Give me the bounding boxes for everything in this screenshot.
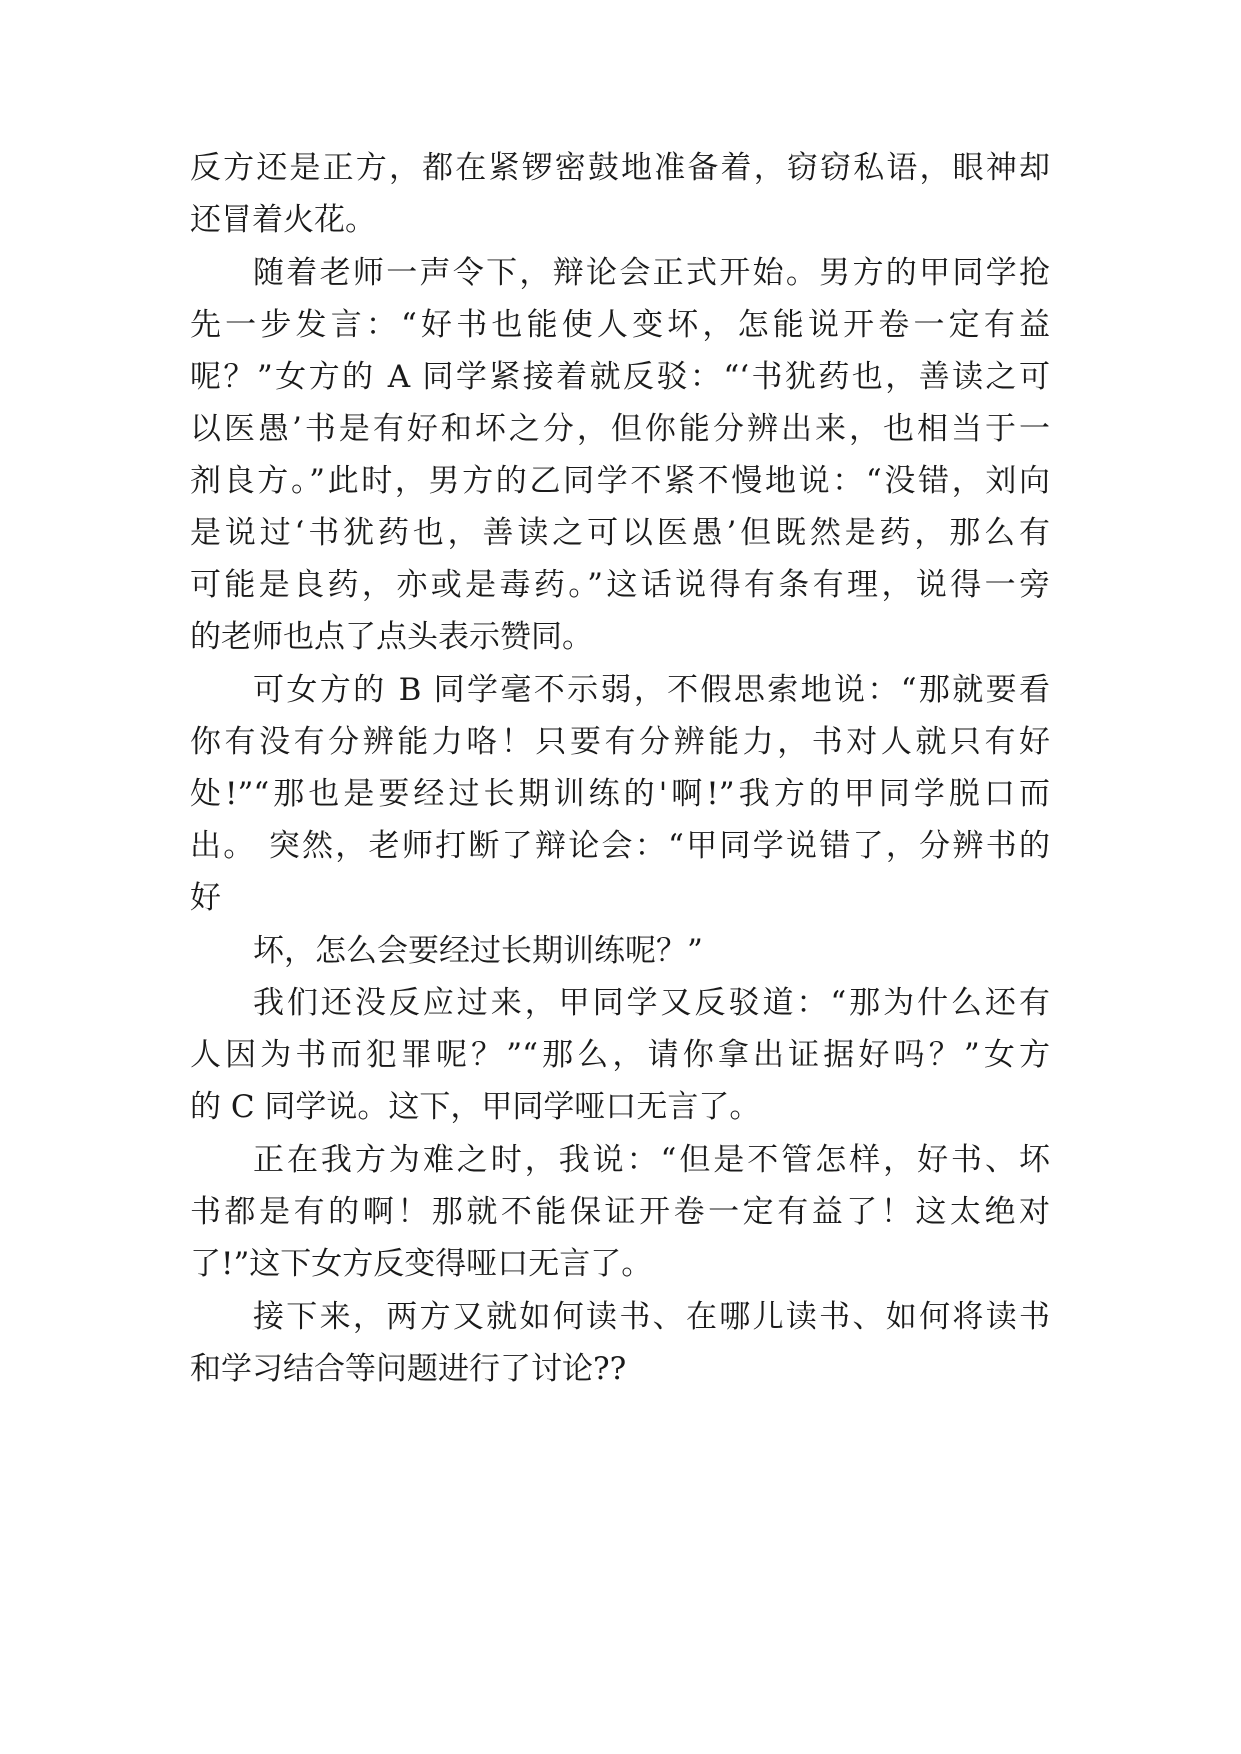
- text-line: 坏，怎么会要经过长期训练呢？”: [253, 933, 703, 969]
- text-line: 随着老师一声令下，辩论会正式开始。男方的甲同学抢: [253, 255, 1050, 291]
- text-line: 还冒着火花。: [190, 202, 376, 238]
- text-line: 的老师也点了点头表示赞同。: [190, 619, 593, 655]
- text-line: 了!”这下女方反变得哑口无言了。: [190, 1246, 653, 1282]
- text-line: 先一步发言：“好书也能使人变坏，怎能说开卷一定有益: [190, 307, 1050, 343]
- text-line: 剂良方。”此时，男方的乙同学不紧不慢地说：“没错，刘向: [190, 463, 1050, 499]
- text-line: 的 C 同学说。这下，甲同学哑口无言了。: [190, 1089, 761, 1125]
- text-line: 和学习结合等问题进行了讨论??: [190, 1351, 627, 1387]
- text-line: 以医愚’书是有好和坏之分，但你能分辨出来，也相当于一: [190, 411, 1050, 447]
- text-line: 我们还没反应过来，甲同学又反驳道：“那为什么还有: [253, 985, 1050, 1021]
- text-line: 可能是良药，亦或是毒药。”这话说得有条有理，说得一旁: [190, 567, 1050, 603]
- text-line: 可女方的 B 同学毫不示弱，不假思索地说：“那就要看: [253, 672, 1050, 708]
- text-line: 处!”“那也是要经过长期训练的'啊!”我方的甲同学脱口而: [190, 776, 1050, 812]
- text-line: 正在我方为难之时，我说：“但是不管怎样，好书、坏: [253, 1142, 1050, 1178]
- text-line: 你有没有分辨能力咯！只要有分辨能力，书对人就只有好: [190, 724, 1050, 760]
- text-line: 是说过‘书犹药也，善读之可以医愚’但既然是药，那么有: [190, 515, 1050, 551]
- text-line: 呢？”女方的 A 同学紧接着就反驳：“‘书犹药也，善读之可: [190, 359, 1050, 395]
- text-line: 反方还是正方，都在紧锣密鼓地准备着，窃窃私语，眼神却: [190, 150, 1050, 186]
- text-line: 书都是有的啊！那就不能保证开卷一定有益了！这太绝对: [190, 1194, 1050, 1230]
- text-line: 接下来，两方又就如何读书、在哪儿读书、如何将读书: [253, 1299, 1050, 1335]
- text-line: 出。 突然，老师打断了辩论会：“甲同学说错了，分辨书的: [190, 828, 1050, 864]
- text-line: 好: [190, 880, 221, 916]
- text-line: 人因为书而犯罪呢？”“那么，请你拿出证据好吗？”女方: [190, 1037, 1050, 1073]
